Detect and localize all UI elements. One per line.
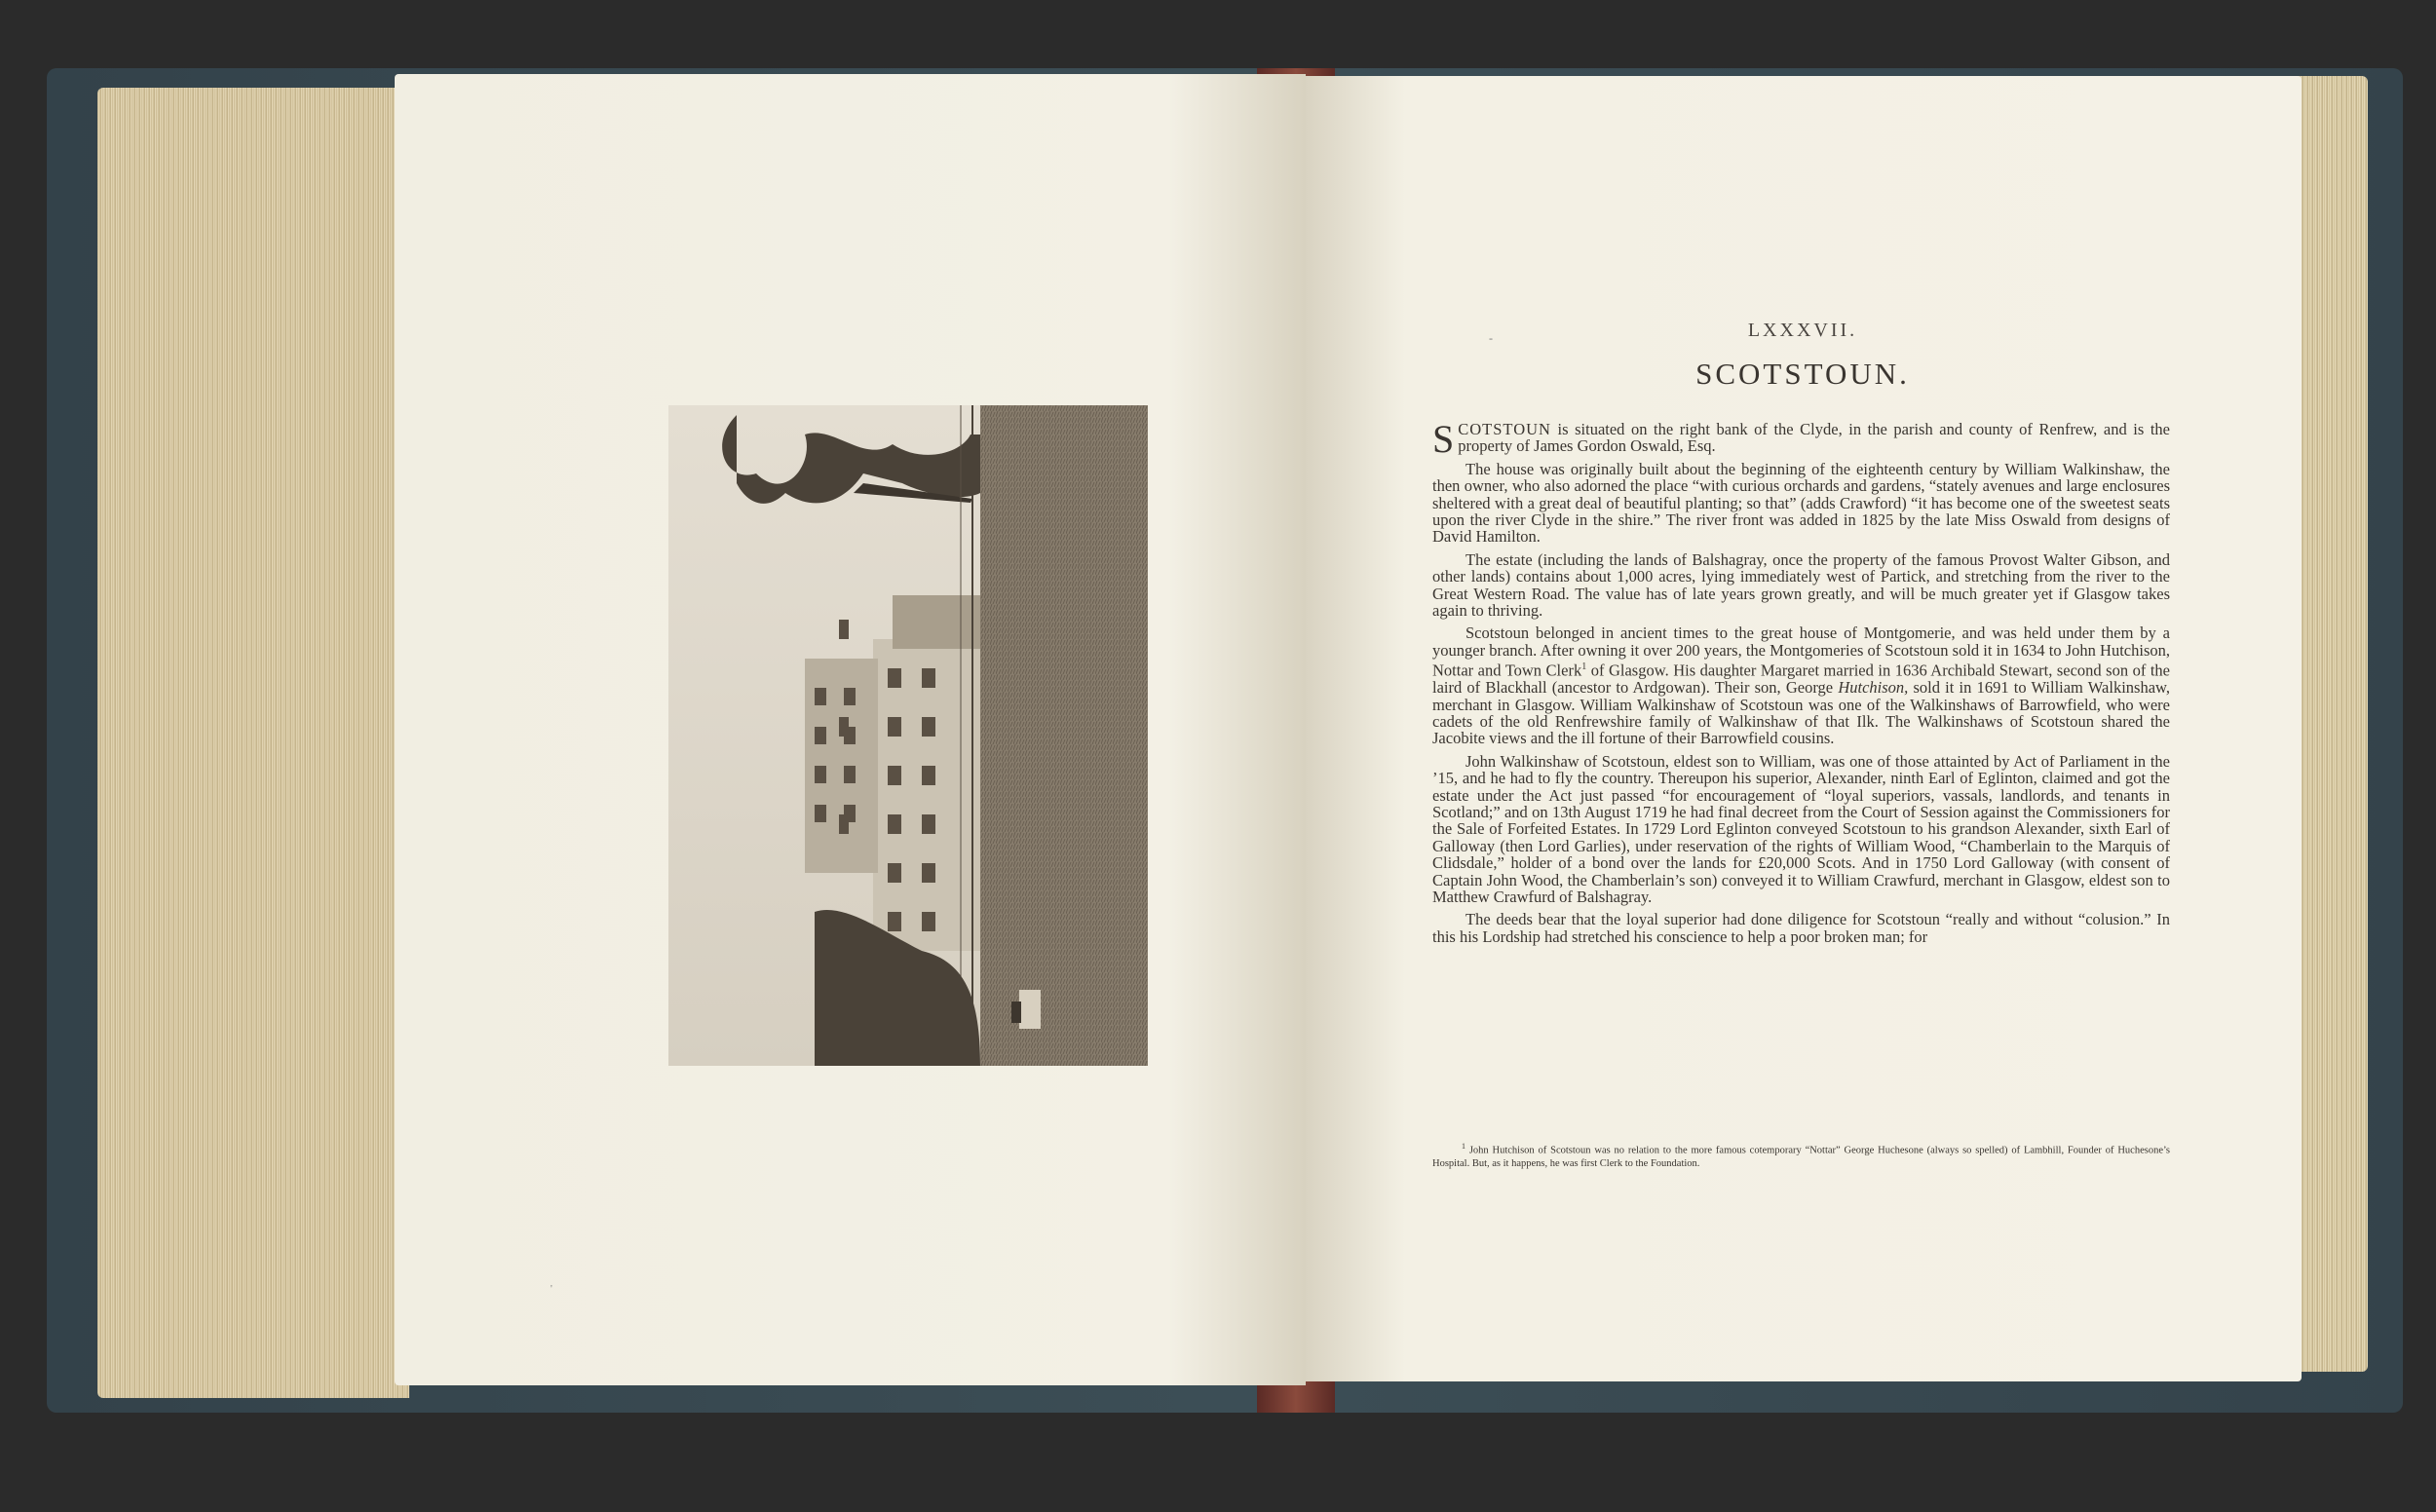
paragraph-5: John Walkinshaw of Scotstoun, eldest son to William, was one of those attainted by Act of Parliament in the ’15, and he had to fly the country. Thereupon his superior, Alexander, ninth Earl of Eglinton, claimed and got the estate under the Act just passed “for encouragement of “loyal superiors, vassals, landlords, and tenants in Scotland;” and on 13th August 1719 he had final decreet from the Court of Session against the Commissioners for the Sale of Forfeited Estates. In 1729 Lord Eglinton conveyed Scotstoun to his grandson Alexander, sixth Earl of Galloway (then Lord Garlies), under reservation of the rights of William Wood, “Chamberlain to the Marquis of Clidsdale,” holder of a bond over the lands for £20,000 Scots. And in 1750 Lord Galloway (with consent of Captain John Wood, the Chamberlain’s son) conveyed it to William Crawfurd, merchant in Glasgow, eldest son to Matthew Crawfurd of Balshagray. bbox=[1432, 751, 2170, 907]
paragraph-4-text-a: Scotstoun belonged in ancient times to the great house of Montgomerie, and was held under them by a younger branch. After owning it over 200 years, the Montgomeries of Scotstoun sold it in 1634 to John Hutchison, Nottar and Town Clerk bbox=[1432, 624, 2170, 680]
paragraph-4-text-b: of Glasgow. His daughter Margaret married in 1636 Archibald Stewart, second son of the laird of Blackhall (ancestor to Ardgowan). Their son, George bbox=[1432, 661, 2170, 698]
footnote-text: John Hutchison of Scotstoun was no relation to the more famous cotemporary “Nottar” George Huchesone (always so spelled) of Lambhill, Founder of Huchesone’s Hospital. But, as it happens, he was first Clerk to the Foundation. bbox=[1432, 1145, 2170, 1169]
left-page-edges bbox=[97, 88, 409, 1398]
chapter-number: LXXXVII. bbox=[1747, 320, 1858, 341]
paragraph-4 bbox=[1432, 624, 2170, 746]
drop-cap: S bbox=[1432, 417, 1455, 461]
paragraph-4-text-c: sold it in 1691 to William Walkinshaw, merchant in Glasgow. William Walkinshaw of Scotstoun was one of the Walkinshaws of Barrowfield, who were cadets of the old Renfrewshire family of Walkinshaw of that Ilk. The Walkinshaws of Scotstoun shared the Jacobite views and the ill fortune of their Barrowfield cousins. bbox=[1432, 678, 2170, 748]
chapter-title: SCOTSTOUN. bbox=[1695, 357, 1910, 391]
footnote-reference: 1 bbox=[1581, 662, 1587, 673]
paragraph-2: The house was originally built about the beginning of the eighteenth century by William Walkinshaw, the then owner, who also adorned the place “with curious orchards and gardens, “stately avenues and large enclosures sheltered with a great deal of beautiful planting; so that” (adds Crawford) “it has become one of the sweetest seats upon the river Clyde in the shire.” The river front was added in 1825 by the late Miss Oswald from designs of David Hamilton. bbox=[1432, 459, 2170, 547]
footnote bbox=[1432, 1140, 2170, 1171]
paragraph-6: The deeds bear that the loyal superior had done diligence for Scotstoun “really and without “colusion.” In this his Lordship had stretched his conscience to help a poor broken man; for bbox=[1432, 910, 2170, 946]
ornament-dash: - bbox=[1489, 331, 1493, 345]
paragraph-3: The estate (including the lands of Balshagray, once the property of the famous Provost Walter Gibson, and other lands) contains about 1,000 acres, lying immediately west of Partick, and stretching from the river to the Great Western Road. The value has of late years grown greatly, and will be much greater yet if Glasgow takes again to thriving. bbox=[1432, 549, 2170, 621]
article-body bbox=[1432, 417, 2170, 951]
scotstoun-house-photograph bbox=[668, 405, 1148, 1066]
right-page-edges bbox=[2290, 76, 2368, 1372]
first-word: COTSTOUN bbox=[1458, 420, 1551, 438]
page-tick-mark: ' bbox=[551, 1284, 552, 1295]
paragraph-4-italic: Hutchison, bbox=[1838, 678, 1909, 698]
footnote-marker: 1 bbox=[1462, 1142, 1465, 1151]
paragraph-1 bbox=[1432, 417, 2170, 461]
paragraph-1-text: is situated on the right bank of the Clyde, in the parish and county of Renfrew, and is the property of James Gordon Oswald, Esq. bbox=[1458, 420, 2170, 456]
